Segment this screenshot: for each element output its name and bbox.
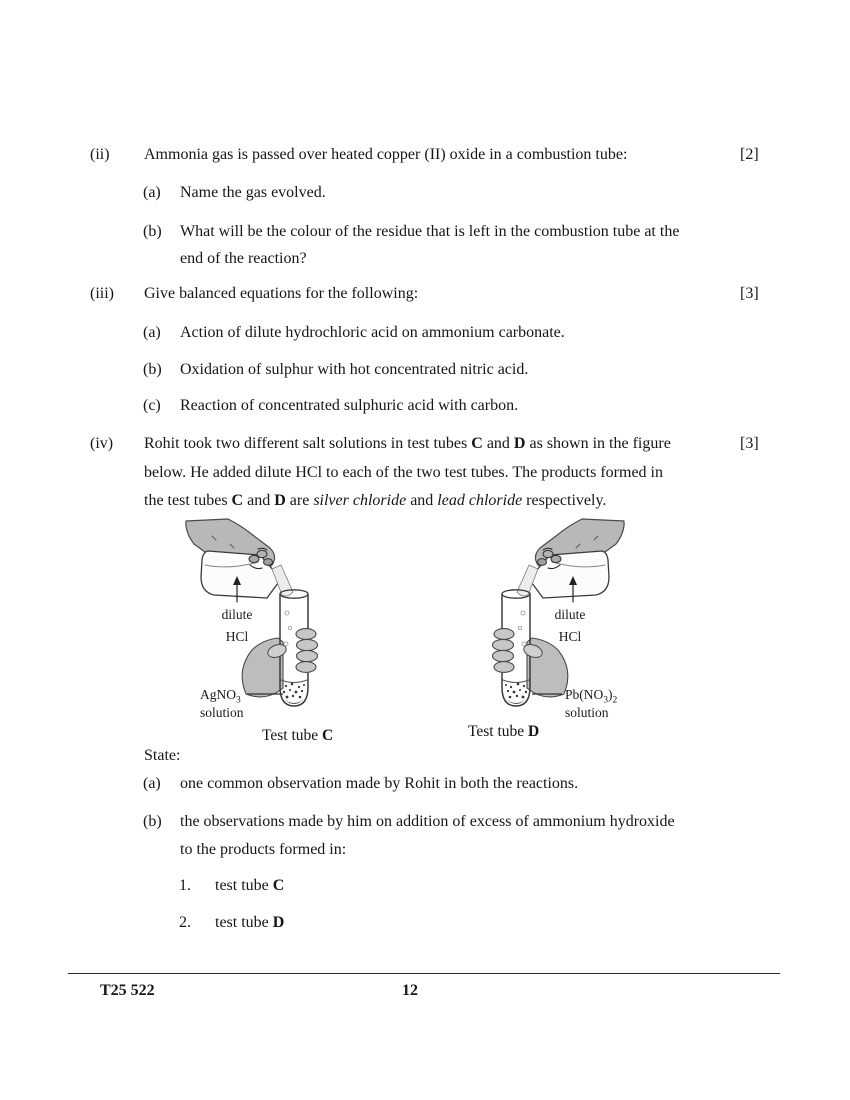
subscript: 2	[612, 695, 618, 706]
text-run: as shown in the figure	[525, 435, 671, 452]
text-line	[144, 487, 671, 516]
test-tubes-figure	[150, 518, 710, 750]
text-run: and	[406, 492, 438, 509]
text-line: below. He added dilute HCl to each of the two test tubes. The products formed in	[144, 463, 663, 481]
question-iv-marks: [3]	[740, 435, 759, 452]
page-number: 12	[402, 982, 418, 999]
reagent-label-solution: solution	[565, 705, 609, 720]
sub-item-label: (a)	[143, 324, 161, 341]
question-ii-text: Ammonia gas is passed over heated copper (II) oxide in a combustion tube:	[144, 146, 628, 163]
text-line: end of the reaction?	[180, 250, 307, 267]
text-run: Test tube	[262, 727, 323, 744]
bold-run: D	[528, 723, 540, 740]
dilute-hcl-label: dilute	[221, 607, 253, 622]
sub-item-label: (c)	[143, 397, 161, 414]
sub-item-label: (a)	[143, 184, 161, 201]
question-iii-text: Give balanced equations for the following:	[144, 285, 419, 302]
text-run: respectively.	[522, 492, 607, 509]
reagent-label-solution: solution	[200, 705, 244, 720]
text-run: are	[285, 492, 314, 509]
reagent-label-agno3	[200, 687, 241, 706]
question-ii-marks: [2]	[740, 146, 759, 163]
text-run: Rohit took two different salt solutions in test tubes	[144, 435, 472, 452]
dilute-hcl-label: HCl	[225, 629, 249, 644]
bold-run: C	[471, 435, 483, 452]
text-line: the observations made by him on addition of excess of ammonium hydroxide	[180, 813, 675, 830]
sub-item-text: Oxidation of sulphur with hot concentrated nitric acid.	[180, 361, 529, 378]
sub-item-label: (b)	[143, 223, 162, 240]
bold-run: C	[272, 877, 285, 894]
precipitate-dots	[283, 683, 305, 699]
paper-code: T25 522	[100, 982, 155, 999]
sub-item-text: Reaction of concentrated sulphuric acid with carbon.	[180, 397, 519, 414]
sub-item-label: (b)	[143, 813, 162, 830]
text-run: the test tubes	[144, 492, 232, 509]
text-line: What will be the colour of the residue that is left in the combustion tube at the	[180, 223, 680, 240]
sub-item-label: (a)	[143, 775, 161, 792]
text-run: Test tube	[468, 723, 529, 740]
text-line: to the products formed in:	[180, 841, 347, 858]
text-run: AgNO	[200, 687, 236, 702]
dilute-hcl-label: HCl	[558, 629, 582, 644]
state-label: State:	[144, 747, 181, 764]
list-number: 1.	[179, 877, 191, 894]
text-line	[144, 430, 671, 459]
sub-item-text: Name the gas evolved.	[180, 184, 326, 201]
bold-run: D	[272, 914, 285, 931]
bold-run: D	[274, 492, 286, 509]
text-run: and	[243, 492, 275, 509]
list-item-text	[215, 911, 284, 935]
caption-test-tube-d	[468, 723, 539, 740]
question-iii-number: (iii)	[90, 285, 114, 302]
bold-run: C	[322, 727, 334, 744]
caption-test-tube-c	[262, 727, 333, 744]
list-number: 2.	[179, 914, 191, 931]
reagent-label-pbno32	[565, 687, 618, 706]
question-iv-text	[144, 430, 671, 516]
bold-run: C	[231, 492, 244, 509]
italic-run: silver chloride	[313, 492, 407, 509]
sub-item-text: one common observation made by Rohit in both the reactions.	[180, 775, 579, 792]
bold-run: D	[513, 435, 526, 452]
question-iv-number: (iv)	[90, 435, 114, 452]
text-run: Pb(NO	[565, 687, 604, 702]
sub-item-text	[180, 218, 679, 272]
sub-item-text	[180, 808, 675, 864]
text-run: and	[482, 435, 514, 452]
italic-run: lead chloride	[437, 492, 523, 509]
text-run: test tube	[215, 914, 273, 931]
text-run: )	[608, 687, 613, 702]
question-ii-number: (ii)	[90, 146, 110, 163]
subscript: 3	[603, 695, 609, 706]
question-iii-marks: [3]	[740, 285, 759, 302]
sub-item-text: Action of dilute hydrochloric acid on ammonium carbonate.	[180, 324, 565, 341]
sub-item-label: (b)	[143, 361, 162, 378]
dilute-hcl-label: dilute	[554, 607, 586, 622]
text-run: test tube	[215, 877, 273, 894]
footer-divider	[68, 973, 780, 974]
subscript: 3	[236, 695, 241, 706]
fingers	[296, 629, 318, 673]
list-item-text	[215, 874, 284, 898]
